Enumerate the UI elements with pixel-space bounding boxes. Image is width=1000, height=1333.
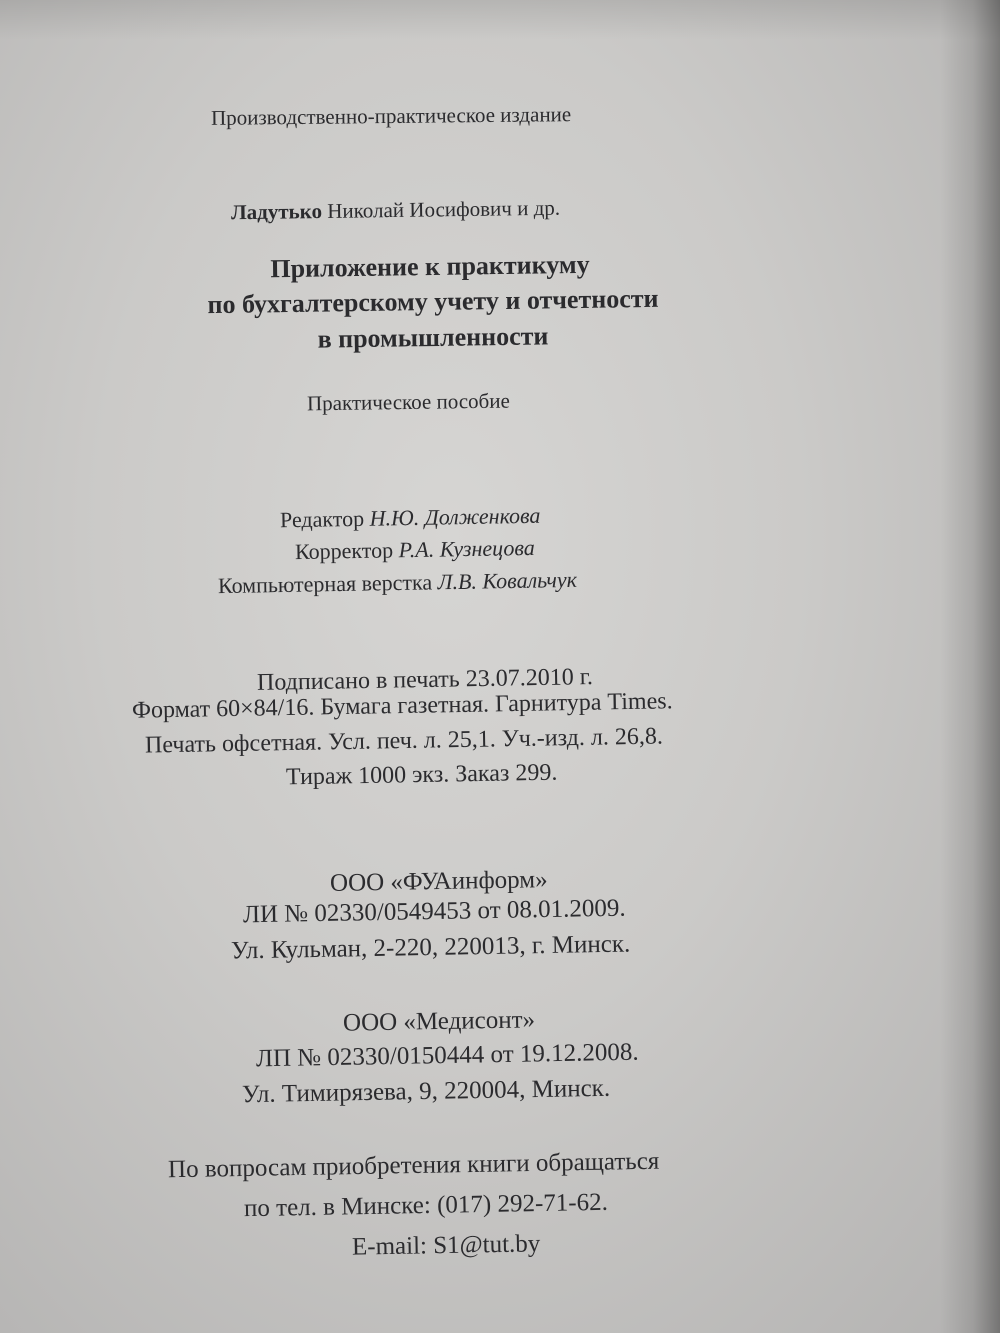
- print-info-sheets: Печать офсетная. Усл. печ. л. 25,1. Уч.-изд. л. 26,8.: [144, 723, 664, 759]
- credit-editor: [280, 503, 541, 534]
- publisher-2-license: ЛП № 02330/0150444 от 19.12.2008.: [255, 1038, 639, 1073]
- title-line-1: Приложение к практикуму: [270, 249, 590, 284]
- author-surname: Ладутько: [230, 199, 323, 225]
- print-info-format: Формат 60×84/16. Бумага газетная. Гарнитура Times.: [131, 688, 673, 724]
- print-info-signed: Подписано в печать 23.07.2010 г.: [256, 664, 594, 696]
- subtitle: Практическое пособие: [306, 388, 510, 416]
- credit-name: Р.А. Кузнецова: [398, 534, 536, 563]
- publisher-2-name: ООО «Медисонт»: [342, 1006, 536, 1037]
- page-top-shadow: [0, 0, 1000, 40]
- credit-role: Компьютерная верстка: [217, 569, 438, 599]
- publisher-1-name: ООО «ФУАинформ»: [329, 866, 548, 897]
- credit-role: Редактор: [279, 505, 370, 533]
- credit-layout: [218, 567, 577, 599]
- title-line-3: в промышленности: [317, 321, 549, 354]
- authors-line: [231, 196, 560, 226]
- contact-line-1: По вопросам приобретения книги обращаться: [167, 1147, 660, 1184]
- credit-role: Корректор: [294, 537, 399, 565]
- title-line-2: по бухгалтерскому учету и отчетности: [207, 283, 659, 320]
- credit-name: Н.Ю. Долженкова: [369, 502, 541, 531]
- contact-phone: по тел. в Минске: (017) 292-71-62.: [243, 1188, 609, 1223]
- contact-email: E-mail: S1@tut.by: [351, 1230, 541, 1261]
- publisher-1-address: Ул. Кульман, 2-220, 220013, г. Минск.: [230, 930, 631, 965]
- book-spine-shadow: [940, 0, 1000, 1333]
- credit-name: Л.В. Ковальчук: [437, 566, 578, 595]
- credit-corrector: [295, 535, 535, 565]
- author-rest: Николай Иосифович и др.: [321, 195, 561, 224]
- publication-type: Производственно-практическое издание: [210, 102, 572, 130]
- publisher-1-license: ЛИ № 02330/0549453 от 08.01.2009.: [242, 894, 626, 929]
- publisher-2-address: Ул. Тимирязева, 9, 220004, Минск.: [241, 1074, 611, 1109]
- print-info-run: Тираж 1000 экз. Заказ 299.: [285, 759, 558, 791]
